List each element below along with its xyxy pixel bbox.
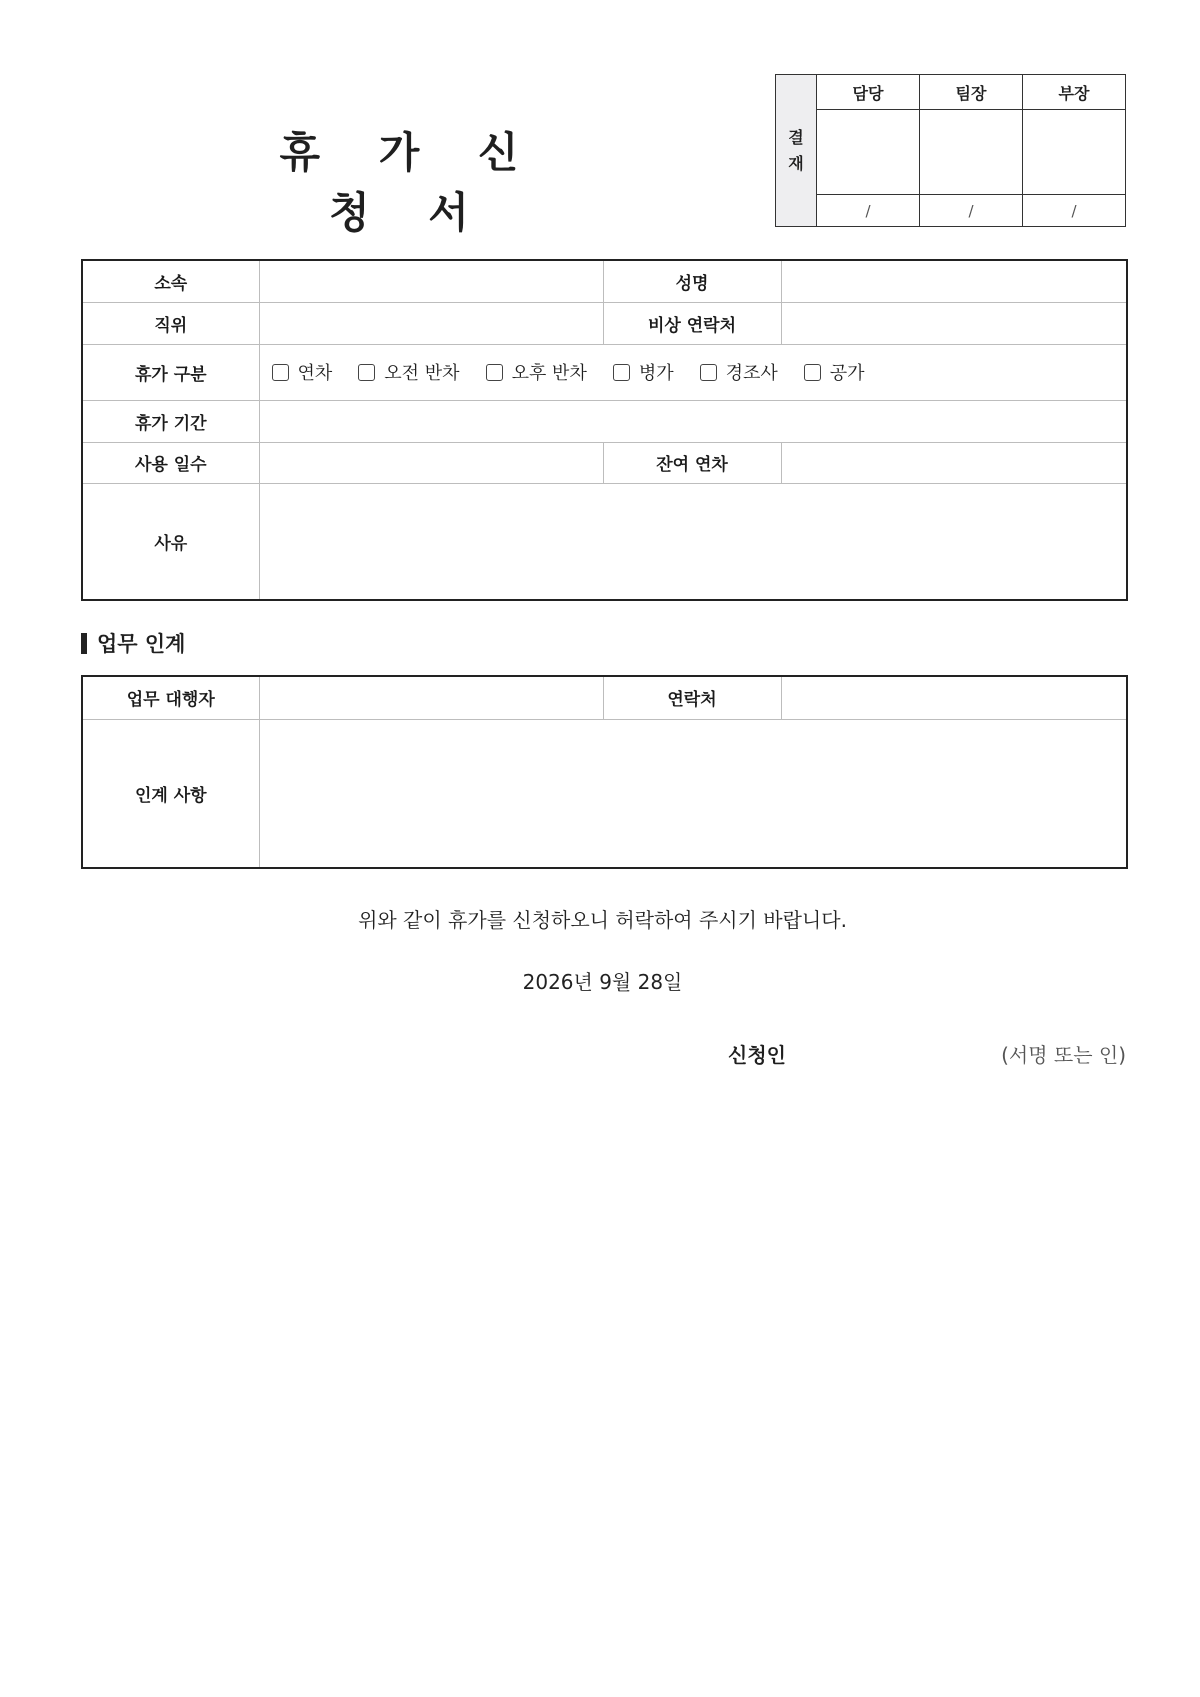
option-morning-half-day[interactable]: 오전 반차 bbox=[358, 359, 459, 385]
approval-header-manager: 부장 bbox=[1023, 75, 1126, 110]
reason-field[interactable] bbox=[259, 483, 1127, 600]
checkbox-icon[interactable] bbox=[486, 364, 503, 381]
request-statement: 위와 같이 휴가를 신청하오니 허락하여 주시기 바랍니다. bbox=[358, 908, 847, 932]
approval-sign-manager[interactable] bbox=[1023, 110, 1126, 195]
leave-form-table bbox=[81, 259, 1128, 601]
handover-section-heading: 업무 인계 bbox=[81, 628, 185, 658]
leave-period-field[interactable] bbox=[259, 400, 1127, 442]
remaining-leave-field[interactable] bbox=[781, 442, 1127, 483]
handover-details-field[interactable] bbox=[259, 719, 1127, 868]
checkbox-icon[interactable] bbox=[700, 364, 717, 381]
approval-date-manager[interactable]: / bbox=[1023, 195, 1126, 227]
checkbox-icon[interactable] bbox=[272, 364, 289, 381]
approval-header-team-lead: 팀장 bbox=[920, 75, 1023, 110]
days-used-field[interactable] bbox=[259, 442, 603, 483]
substitute-label: 업무 대행자 bbox=[82, 676, 259, 719]
option-official-leave[interactable]: 공가 bbox=[804, 359, 865, 385]
reason-label: 사유 bbox=[82, 483, 259, 600]
checkbox-icon[interactable] bbox=[613, 364, 630, 381]
signature-hint[interactable]: (서명 또는 인) bbox=[1001, 1043, 1126, 1067]
approval-date-team-lead[interactable]: / bbox=[920, 195, 1023, 227]
approval-header-staff: 담당 bbox=[817, 75, 920, 110]
option-sick-leave[interactable]: 병가 bbox=[613, 359, 674, 385]
affiliation-label: 소속 bbox=[82, 260, 259, 302]
request-date: 2026년 9월 28일 bbox=[522, 970, 683, 994]
applicant-label: 신청인 bbox=[728, 1043, 786, 1067]
days-used-label: 사용 일수 bbox=[82, 442, 259, 483]
leave-type-label: 휴가 구분 bbox=[82, 344, 259, 400]
approval-sign-team-lead[interactable] bbox=[920, 110, 1023, 195]
substitute-field[interactable] bbox=[259, 676, 603, 719]
approval-date-staff[interactable]: / bbox=[817, 195, 920, 227]
position-label: 직위 bbox=[82, 302, 259, 344]
position-field[interactable] bbox=[259, 302, 603, 344]
option-annual-leave[interactable]: 연차 bbox=[272, 359, 333, 385]
handover-details-label: 인계 사항 bbox=[82, 719, 259, 868]
name-field[interactable] bbox=[781, 260, 1127, 302]
emergency-contact-field[interactable] bbox=[781, 302, 1127, 344]
handover-table bbox=[81, 675, 1128, 869]
approval-box bbox=[775, 74, 1126, 227]
approval-sign-staff[interactable] bbox=[817, 110, 920, 195]
name-label: 성명 bbox=[603, 260, 781, 302]
leave-type-options bbox=[259, 344, 1127, 400]
emergency-contact-label: 비상 연락처 bbox=[603, 302, 781, 344]
remaining-leave-label: 잔여 연차 bbox=[603, 442, 781, 483]
affiliation-field[interactable] bbox=[259, 260, 603, 302]
contact-label: 연락처 bbox=[603, 676, 781, 719]
option-family-event[interactable]: 경조사 bbox=[700, 359, 778, 385]
checkbox-icon[interactable] bbox=[358, 364, 375, 381]
leave-period-label: 휴가 기간 bbox=[82, 400, 259, 442]
approval-side-label: 결 재 bbox=[776, 75, 817, 227]
page-title: 휴 가 신 청 서 bbox=[279, 128, 541, 237]
contact-field[interactable] bbox=[781, 676, 1127, 719]
checkbox-icon[interactable] bbox=[804, 364, 821, 381]
option-afternoon-half-day[interactable]: 오후 반차 bbox=[486, 359, 587, 385]
section-bar-icon bbox=[81, 633, 87, 654]
